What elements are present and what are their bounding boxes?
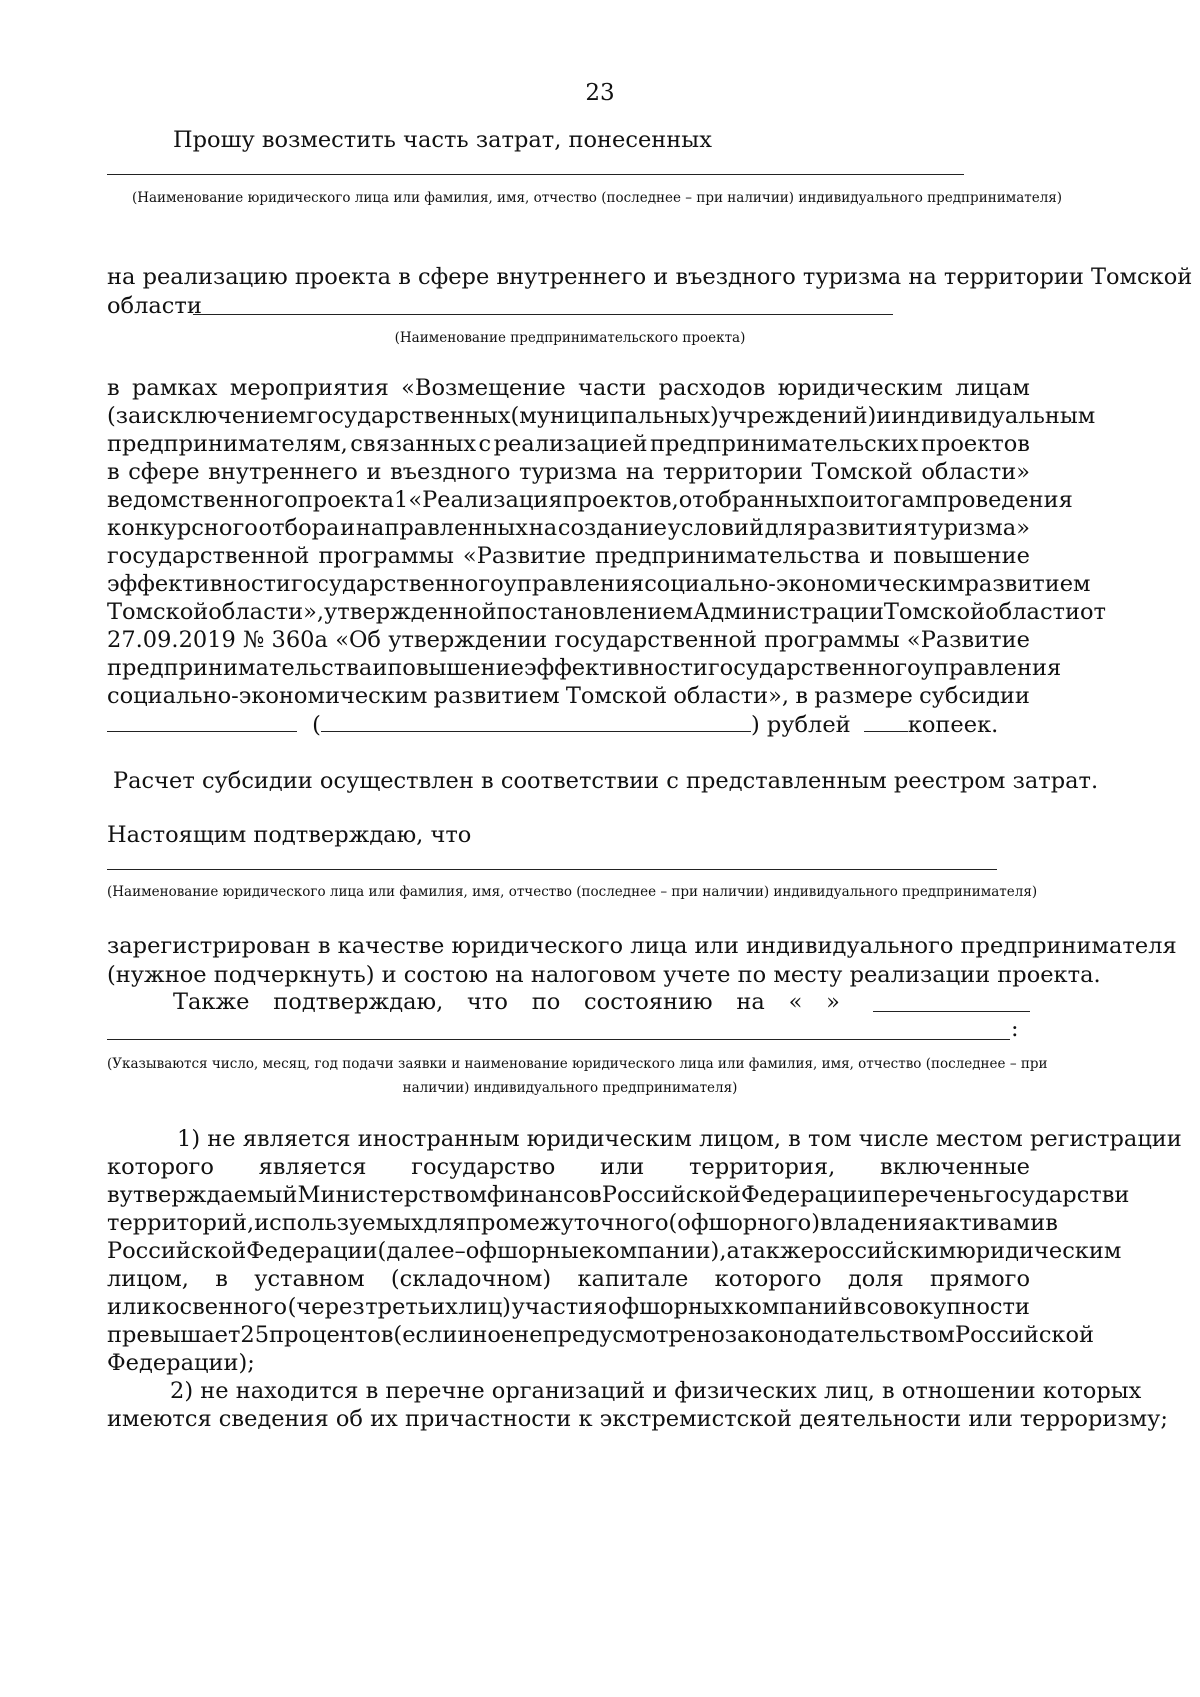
- measure-paragraph-word: управления: [920, 655, 1062, 681]
- item1-word: является: [258, 1154, 367, 1180]
- amount-rubles-label: ) рублей: [750, 712, 851, 738]
- measure-paragraph-word: для: [764, 515, 808, 541]
- item1-word: офшорных: [607, 1294, 734, 1320]
- measure-paragraph-word: субсидии: [919, 683, 1030, 709]
- item2-first-line: 2) не находится в перечне организаций и физических лиц, в отношении которых: [170, 1378, 1142, 1404]
- measure-paragraph-word: развития: [807, 515, 918, 541]
- measure-paragraph-word: утверждении: [388, 627, 548, 653]
- item1-word: активами: [931, 1210, 1046, 1236]
- item1-word: косвенного: [151, 1294, 287, 1320]
- item1-word: Федерации: [740, 1182, 873, 1208]
- measure-paragraph-word: 1: [393, 487, 409, 513]
- measure-paragraph-line: [107, 429, 1030, 459]
- measure-paragraph-word: «Об: [335, 627, 381, 653]
- measure-paragraph-word: предпринимательских: [649, 431, 919, 457]
- measure-paragraph-word: эффективности: [107, 571, 291, 597]
- measure-paragraph-word: (за: [107, 403, 142, 429]
- item1-word: совокупности: [866, 1294, 1030, 1320]
- confirm-applicant-caption: (Наименование юридического лица или фамилия, имя, отчество (последнее – при наличии) индивидуального предпринимателя): [107, 884, 1038, 900]
- item1-word: Министерством: [297, 1182, 487, 1208]
- measure-paragraph-line: [107, 513, 1030, 543]
- item1-line: [107, 1180, 1130, 1210]
- amount-line: [107, 709, 1033, 740]
- measure-paragraph-word: предпринимателям,: [107, 431, 348, 457]
- measure-paragraph-word: с: [478, 431, 492, 457]
- measure-paragraph-word: и: [366, 459, 382, 485]
- item1-word: 25: [240, 1322, 270, 1348]
- measure-paragraph-word: направленных: [355, 515, 528, 541]
- item1-line: [107, 1292, 1030, 1322]
- measure-paragraph-word: въездного: [390, 459, 511, 485]
- item1-word: Федерации: [246, 1238, 378, 1264]
- item1-word: (офшорного): [668, 1210, 820, 1236]
- measure-paragraph-word: Томской: [565, 683, 668, 709]
- item1-word: доля: [847, 1266, 904, 1292]
- measure-paragraph-line: [107, 485, 1073, 515]
- item1-word: используемых: [254, 1210, 424, 1236]
- measure-paragraph-word: проектов: [920, 431, 1030, 457]
- measure-paragraph-word: «Возмещение: [401, 375, 566, 401]
- item1-word: также: [739, 1238, 814, 1264]
- item1-word: в: [1045, 1210, 1058, 1236]
- item1-word: перечень: [872, 1182, 984, 1208]
- measure-paragraph-word: туризма: [519, 459, 618, 485]
- measure-paragraph-word: № 360а: [243, 627, 328, 653]
- item1-word: Российской: [107, 1238, 247, 1264]
- item1-word: юридическим: [956, 1238, 1122, 1264]
- measure-paragraph-word: и: [876, 403, 892, 429]
- measure-paragraph-word: проведения: [932, 487, 1073, 513]
- measure-paragraph-word: отбора: [258, 515, 340, 541]
- measure-paragraph-word: «Развитие: [462, 543, 586, 569]
- item1-word: которого: [714, 1266, 822, 1292]
- measure-paragraph-word: предпринимательства: [107, 655, 373, 681]
- measure-paragraph-word: исключением: [141, 403, 307, 429]
- item1-word: иное: [457, 1322, 515, 1348]
- item1-word: предусмотрено: [542, 1322, 725, 1348]
- item1-word: третьих: [365, 1294, 458, 1320]
- date-applicant-blank: [107, 1039, 1010, 1040]
- item1-line: [107, 1320, 1095, 1350]
- measure-paragraph-word: 27.09.2019: [107, 627, 236, 653]
- measure-paragraph-word: размере: [814, 683, 913, 709]
- project-name-blank: [193, 314, 893, 315]
- measure-paragraph-word: (муниципальных): [510, 403, 719, 429]
- item1-word: офшорные: [465, 1238, 593, 1264]
- confirm-applicant-blank: [107, 869, 997, 870]
- item1-word: Российской: [601, 1182, 741, 1208]
- measure-paragraph-word: утвержденной: [324, 599, 497, 625]
- item1-word: лиц): [458, 1294, 511, 1320]
- measure-paragraph-word: создание: [557, 515, 667, 541]
- measure-paragraph-line: [107, 401, 1096, 431]
- measure-paragraph-word: области»,: [673, 683, 790, 709]
- item1-word: государств: [983, 1182, 1115, 1208]
- item1-word: территория,: [688, 1154, 836, 1180]
- amount-digits-blank: [107, 709, 297, 732]
- measure-paragraph-word: проекта: [297, 487, 394, 513]
- measure-paragraph-word: от: [1080, 599, 1106, 625]
- measure-paragraph-word: области»,: [208, 599, 325, 625]
- also-confirm-word: подтверждаю,: [273, 989, 444, 1015]
- measure-paragraph-word: по: [820, 487, 849, 513]
- measure-paragraph-word: на: [528, 515, 558, 541]
- measure-paragraph-word: туризма»: [917, 515, 1030, 541]
- also-confirm-word: »: [826, 989, 840, 1015]
- applicant-name-caption: (Наименование юридического лица или фамилия, имя, отчество (последнее – при наличии) индивидуального предпринимателя): [131, 190, 1063, 206]
- item1-line: [107, 1208, 1058, 1238]
- measure-paragraph-word: управления: [503, 571, 645, 597]
- project-line-2-prefix: области: [107, 293, 202, 319]
- measure-paragraph-word: территории: [662, 459, 803, 485]
- item2-last-line: имеются сведения об их причастности к экстремистской деятельности или терроризму;: [107, 1406, 1168, 1432]
- measure-paragraph-word: и: [372, 655, 388, 681]
- also-confirm-word: на: [736, 989, 765, 1015]
- item1-word: которого: [107, 1154, 214, 1180]
- measure-paragraph-word: связанных: [350, 431, 477, 457]
- measure-paragraph-word: эффективности: [523, 655, 708, 681]
- project-line-1: на реализацию проекта в сфере внутреннего и въездного туризма на территории Томской: [107, 264, 1193, 290]
- measure-paragraph-line: [107, 457, 1030, 487]
- item1-word: в: [853, 1294, 867, 1320]
- measure-paragraph-word: части: [577, 375, 647, 401]
- item1-word: территорий,: [107, 1210, 255, 1236]
- item1-word: и: [1114, 1182, 1130, 1208]
- item1-word: включенные: [879, 1154, 1030, 1180]
- measure-paragraph-word: постановлением: [496, 599, 694, 625]
- measure-paragraph-line: [107, 569, 1091, 599]
- item1-word: капитале: [577, 1266, 689, 1292]
- item1-word: –: [454, 1238, 466, 1264]
- applicant-name-blank: [107, 174, 964, 175]
- calculation-note: Расчет субсидии осуществлен в соответствии с представленным реестром затрат.: [113, 768, 1099, 794]
- item1-word: или: [107, 1294, 152, 1320]
- request-intro: Прошу возместить часть затрат, понесенных: [173, 127, 712, 153]
- also-confirm-word: «: [788, 989, 803, 1015]
- measure-paragraph-line: [107, 541, 1030, 571]
- measure-paragraph-line: [107, 373, 1030, 403]
- item1-word: финансов: [487, 1182, 602, 1208]
- item1-line: [107, 1152, 1030, 1182]
- measure-paragraph-word: программы: [764, 627, 900, 653]
- measure-paragraph-word: в: [795, 683, 808, 709]
- amount-words-blank: [321, 709, 751, 732]
- item1-word: Российской: [954, 1322, 1095, 1348]
- item1-word: уставном: [254, 1266, 365, 1292]
- also-confirm-word: состоянию: [584, 989, 713, 1015]
- page-number: 23: [585, 80, 615, 106]
- amount-kopecks-label: копеек.: [907, 712, 999, 738]
- measure-paragraph-word: отобранных: [678, 487, 821, 513]
- measure-paragraph-line: [107, 597, 1106, 627]
- measure-paragraph-word: на: [625, 459, 655, 485]
- item1-last-line: Федерации);: [107, 1350, 255, 1376]
- item1-word: российским: [813, 1238, 957, 1264]
- item1-word: не: [514, 1322, 543, 1348]
- item1-word: для: [423, 1210, 467, 1236]
- date-blank: [873, 1011, 1030, 1012]
- item1-word: (если: [393, 1322, 458, 1348]
- also-confirm-word: что: [467, 989, 508, 1015]
- item1-word: владения: [819, 1210, 932, 1236]
- measure-paragraph-word: лицам: [955, 375, 1030, 401]
- measure-paragraph-word: повышение: [893, 543, 1030, 569]
- measure-paragraph-word: области»: [921, 459, 1030, 485]
- item1-word: а: [726, 1238, 740, 1264]
- item1-word: лицом,: [107, 1266, 189, 1292]
- measure-paragraph-word: сфере: [128, 459, 200, 485]
- measure-paragraph-word: и: [340, 515, 356, 541]
- measure-paragraph-word: развитием: [433, 683, 560, 709]
- item1-line: [107, 1236, 1122, 1266]
- item1-word: процентов: [269, 1322, 394, 1348]
- item1-word: участия: [511, 1294, 608, 1320]
- measure-paragraph-word: Администрации: [693, 599, 884, 625]
- measure-paragraph-word: Томской: [883, 599, 986, 625]
- project-name-caption: (Наименование предпринимательского проекта): [394, 330, 746, 346]
- item1-line: [107, 1264, 1030, 1294]
- item1-word: промежуточного: [466, 1210, 669, 1236]
- measure-paragraph-word: программы: [318, 543, 454, 569]
- item1-word: компаний: [734, 1294, 853, 1320]
- registered-line-2: (нужное подчеркнуть) и состою на налоговом учете по месту реализации проекта.: [107, 962, 1101, 988]
- date-colon: :: [1011, 1016, 1019, 1042]
- measure-paragraph-word: расходов: [658, 375, 766, 401]
- measure-paragraph-word: государственной: [554, 627, 757, 653]
- measure-paragraph-word: юридическим: [777, 375, 943, 401]
- measure-paragraph-word: государственной: [107, 543, 310, 569]
- item1-word: превышает: [107, 1322, 241, 1348]
- measure-paragraph-word: повышение: [387, 655, 524, 681]
- amount-open-paren: (: [312, 712, 321, 738]
- measure-paragraph-line: [107, 625, 1030, 655]
- confirm-intro: Настоящим подтверждаю, что: [107, 822, 472, 848]
- also-confirm-line: [173, 987, 840, 1017]
- measure-paragraph-word: рамках: [132, 375, 218, 401]
- item1-word: или: [599, 1154, 645, 1180]
- item1-word: в: [107, 1182, 120, 1208]
- item1-word: прямого: [930, 1266, 1030, 1292]
- measure-paragraph-word: предпринимательства: [594, 543, 861, 569]
- also-confirm-word: Также: [173, 989, 250, 1015]
- measure-paragraph-line: [107, 681, 1030, 711]
- item1-word: в: [215, 1266, 228, 1292]
- measure-paragraph-word: в: [107, 459, 120, 485]
- item1-first-line: 1) не является иностранным юридическим лицом, в том числе местом регистрации: [177, 1126, 1182, 1152]
- measure-paragraph-word: мероприятия: [229, 375, 389, 401]
- measure-paragraph-word: итогам: [848, 487, 933, 513]
- measure-paragraph-word: «Реализация: [408, 487, 563, 513]
- measure-paragraph-word: государственного: [290, 571, 504, 597]
- item1-word: (через: [287, 1294, 365, 1320]
- measure-paragraph-line: [107, 653, 1062, 683]
- measure-paragraph-word: области: [985, 599, 1080, 625]
- also-confirm-word: по: [531, 989, 561, 1015]
- measure-paragraph-word: Томской: [811, 459, 913, 485]
- registered-line-1: зарегистрирован в качестве юридического лица или индивидуального предпринимателя: [107, 933, 1177, 959]
- item1-word: (далее: [377, 1238, 455, 1264]
- measure-paragraph-word: развитием: [964, 571, 1091, 597]
- item1-word: государство: [411, 1154, 556, 1180]
- measure-paragraph-word: внутреннего: [208, 459, 358, 485]
- measure-paragraph-word: государственных: [306, 403, 511, 429]
- measure-paragraph-word: ведомственного: [107, 487, 298, 513]
- date-caption-line-1: (Указываются число, месяц, год подачи заявки и наименование юридического лица или фамилия, имя, отчество (последнее – при: [107, 1056, 1048, 1072]
- measure-paragraph-word: и: [869, 543, 885, 569]
- item1-word: компании),: [592, 1238, 727, 1264]
- item1-word: утверждаемый: [119, 1182, 298, 1208]
- measure-paragraph-word: условий: [667, 515, 764, 541]
- measure-paragraph-word: проектов,: [562, 487, 679, 513]
- item1-word: (складочном): [390, 1266, 552, 1292]
- item1-word: законодательством: [724, 1322, 955, 1348]
- measure-paragraph-word: в: [107, 375, 120, 401]
- measure-paragraph-word: «Развитие: [906, 627, 1030, 653]
- measure-paragraph-word: государственного: [707, 655, 921, 681]
- measure-paragraph-word: реализацией: [493, 431, 648, 457]
- date-caption-line-2: наличии) индивидуального предпринимателя): [402, 1080, 738, 1096]
- measure-paragraph-word: социально-экономическим: [107, 683, 428, 709]
- measure-paragraph-word: Томской: [107, 599, 209, 625]
- measure-paragraph-word: социально-экономическим: [644, 571, 965, 597]
- kopecks-blank: [864, 709, 908, 732]
- measure-paragraph-word: индивидуальным: [891, 403, 1096, 429]
- measure-paragraph-word: учреждений): [718, 403, 877, 429]
- measure-paragraph-word: конкурсного: [107, 515, 258, 541]
